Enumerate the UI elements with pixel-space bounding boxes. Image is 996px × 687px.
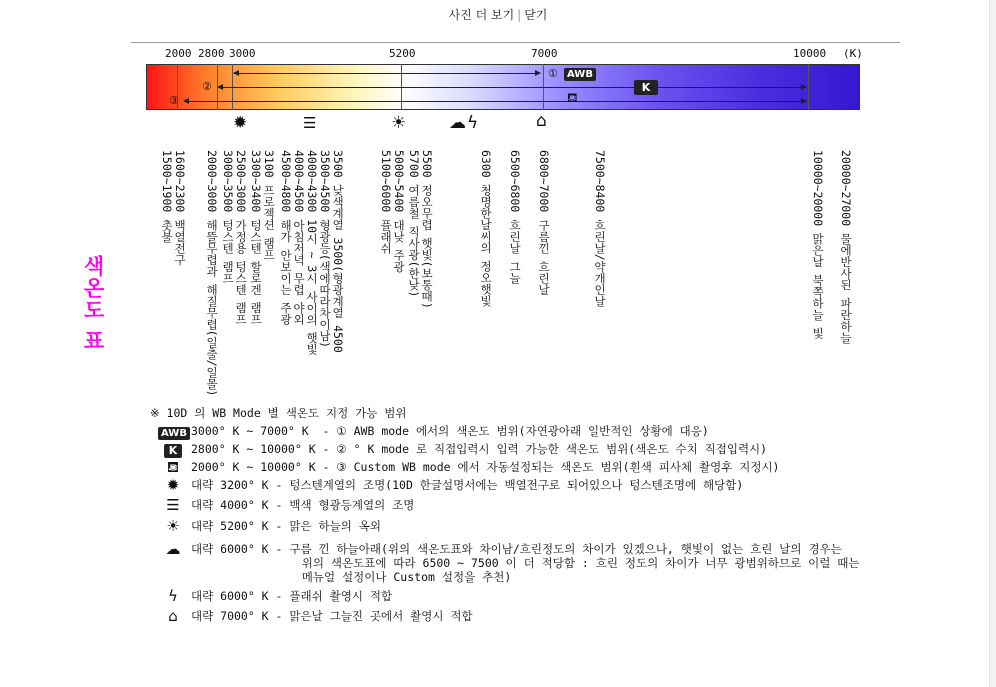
divider [131,42,900,43]
temp-column-1: 1600~2300 백열전구 1500~1900 촛불 [160,150,187,266]
gridline-10000 [808,64,809,110]
daylight-icon: ☀ [391,113,407,133]
custom-wb-icon: ⛾ [166,458,180,476]
shade-icon: ⌂ [168,607,178,625]
legend-note: ※ 10D 의 WB Mode 별 색온도 지정 가능 범위 [150,406,407,420]
legend-row [150,497,870,515]
close-link[interactable]: 닫기 [524,8,548,22]
awb-icon: AWB [564,68,596,81]
temp-column-2: 2000~3000 해뜰무렵과 해질무렵(일출/일몰) [205,150,219,397]
legend-row [150,608,870,626]
legend-row [150,541,870,589]
legend-text: 대략 3200° K - 텅스텐계열의 조명(10D 한글설명서에는 백열전구로 되어있으나 텅스텐조명에 해당함) [191,478,744,492]
fluorescent-icon: ☰ [166,496,180,514]
flash-icon: ϟ [467,113,479,133]
side-title: 색온도 표 [81,255,105,352]
tick-2000: 2000 [165,47,192,60]
range-marker-1: ① [548,67,558,80]
scrollbar[interactable] [989,0,996,687]
kelvin-icon: K [164,444,182,458]
more-photos-link[interactable]: 사진 더 보기 [448,8,515,22]
tick-7000: 7000 [531,47,558,60]
range-marker-2: ② [202,80,212,93]
legend-text: 대략 4000° K - 백색 형광등계열의 조명 [191,498,415,512]
range-arrow-awb [234,73,540,74]
legend-row [150,588,870,606]
tick-2800: 2800 [198,47,225,60]
temp-column-3: 2500~3000 가정용 텅스텐 램프 3000~3500 텅스텐 램프 [221,150,248,326]
top-nav [0,6,996,23]
tick-10000: 10000 [793,47,827,60]
temp-column-10: 6800~7000 구름낀 흐린날 [537,150,551,296]
fluorescent-icon: ☰ [303,114,317,132]
custom-wb-icon: ⛾ [567,91,578,106]
nav-separator: | [517,8,522,22]
temp-column-12: 10000~20000 맑은날 북쪽하늘 빛 [811,150,825,339]
kelvin-icon: K [634,80,658,95]
cloudy-icon: ☁ [449,113,466,133]
awb-icon: AWB [158,427,190,440]
shade-icon: ⌂ [536,111,547,131]
legend-text: 대략 5200° K - 맑은 하늘의 옥외 [191,519,381,533]
temp-column-7: 5500 정오무렵 햇빛(보통때) 5700 여름철 직사광(한낮) [407,150,434,309]
daylight-icon: ☀ [166,517,180,535]
legend-row [150,459,870,477]
tungsten-icon: ✹ [233,113,248,133]
temp-column-9: 6500~6800 흐린날 그늘 [508,150,522,284]
flash-icon: ϟ [168,587,178,605]
unit-label: (K) [843,47,863,60]
range-arrow-kelvin [218,87,806,88]
temp-column-4: 3100 프로젝션 램프 3300~3400 텅스텐 할로겐 램프 [249,150,276,326]
legend-row [150,518,870,536]
legend-row [150,477,870,495]
legend-text: 3000° K ~ 7000° K - ① AWB mode 에서의 색온도 범위(자연광아래 일반적인 상황에 대응) [191,424,709,438]
legend-text: 대략 7000° K - 맑은날 그늘진 곳에서 촬영시 적합 [191,609,473,623]
legend-text: 대략 6000° K - 플래쉬 촬영시 적합 [191,589,393,603]
range-arrow-custom [184,101,806,102]
temp-column-8: 6300 청명한날씨의 정오햇빛 [479,150,493,307]
legend-text: 대략 6000° K - 구름 낀 하늘아래(위의 색온도표와 차이남/흐린정도의 차이가 있겠으나, 햇빛이 없는 흐린 날의 경우는 위의 색온도표에 따라 6500 ~ 7500 이 더 적당함 : 흐린 정도의 차이가 너무 광범위하므로 이럴 때는 메뉴얼 설정이나 Custom 설정을 추천) [191,542,860,584]
temp-column-5: 3500 낮색계열 3500(형광계열 4500 3500~4500 형광등(색에따라차이남) 4000~4300 10시 ~ 3시 사이의 햇빛 4000~4500 아침저녁 무렵 야외 4500~4800 해가 안보이는 주광 [279,150,345,356]
legend-text: 2000° K ~ 10000° K - ③ Custom WB mode 에서 자동설정되는 색온도 범위(흰색 피사체 촬영후 지정시) [191,460,780,474]
tick-3000: 3000 [229,47,256,60]
tick-5200: 5200 [389,47,416,60]
temp-column-13: 20000~27000 물에반사된 파란하늘 [839,150,853,344]
range-marker-3: ③ [169,94,179,107]
legend-row [150,423,870,441]
legend-text: 2800° K ~ 10000° K - ② ° K mode 로 직접입력시 입력 가능한 색온도 범위(색온도 수치 직접입력시) [191,442,768,456]
tungsten-icon: ✹ [166,476,180,494]
cloudy-icon: ☁ [165,540,181,558]
temp-column-6: 5000~5400 대낮 주광 5100~6000 플래쉬 [379,150,406,273]
legend-row [150,441,870,459]
temp-column-11: 7500~8400 흐린날/약개인날 [593,150,607,307]
